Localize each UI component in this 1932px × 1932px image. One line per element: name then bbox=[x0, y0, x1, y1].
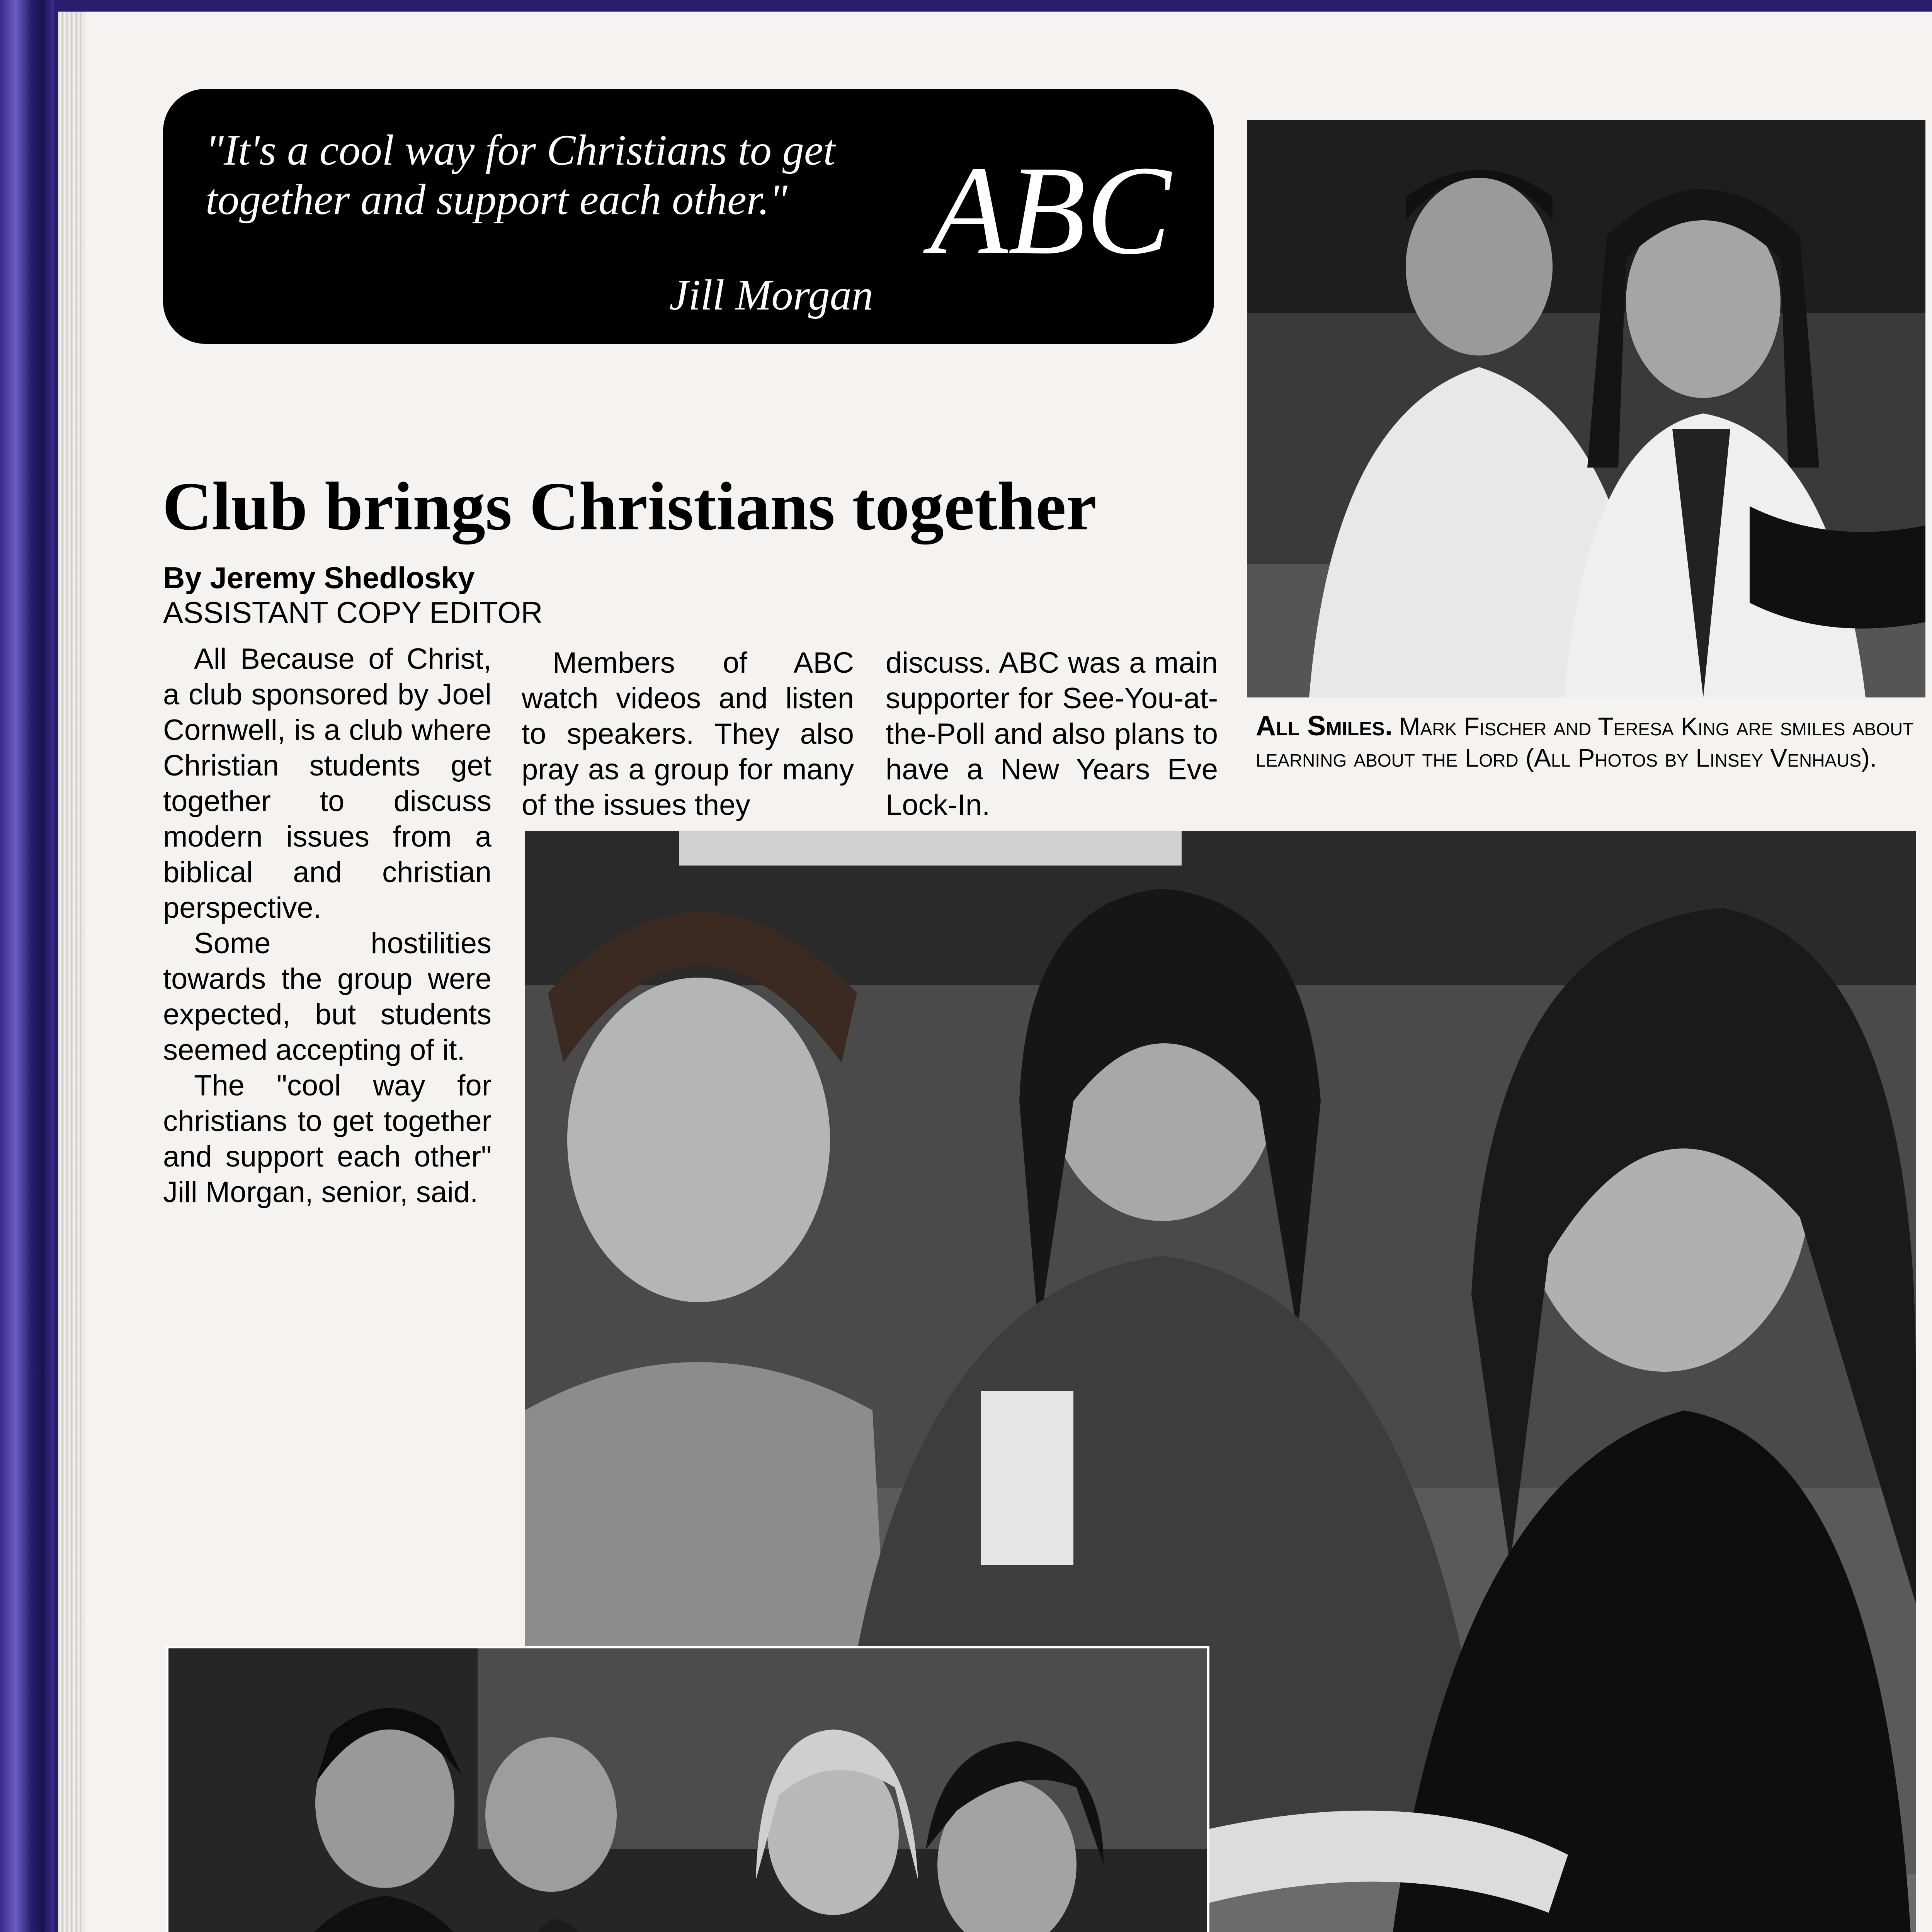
paragraph: Members of ABC watch videos and listen to speakers. They also pray as a group for many of the issues they bbox=[522, 646, 854, 821]
byline: By Jeremy Shedlosky bbox=[163, 561, 475, 595]
paragraph: All Because of Christ, a club sponsored by Joel Cornwell, is a club where Christian students get together to discuss modern issues from a biblical and christian perspective. bbox=[163, 643, 492, 924]
caption-all-smiles bbox=[1256, 711, 1932, 774]
paragraph: Some hostilities towards the group were expected, but students seemed accepting of it. bbox=[163, 927, 492, 1066]
caption-title: All Smiles. bbox=[1256, 711, 1393, 742]
club-logo: ABC bbox=[930, 140, 1171, 281]
article-column-1 bbox=[163, 641, 492, 1210]
quote-attribution: Jill Morgan bbox=[669, 271, 873, 319]
quote-box bbox=[163, 89, 1214, 344]
page-edges bbox=[58, 12, 85, 1932]
photo-no-im-right bbox=[166, 1646, 1209, 1932]
byline-role: ASSISTANT COPY EDITOR bbox=[163, 595, 543, 629]
yearbook-page bbox=[58, 12, 1932, 1932]
article-column-2 bbox=[522, 645, 854, 823]
headline: Club brings Christians together bbox=[162, 468, 1097, 544]
pull-quote: "It's a cool way for Christians to get together and support each other." bbox=[206, 126, 835, 224]
photo-all-smiles bbox=[1247, 120, 1925, 697]
caption-text: Mark Fischer and Teresa King are smiles about learning about the Lord (All Photos by Linsey Venhaus). bbox=[1256, 712, 1914, 772]
paragraph: The "cool way for christians to get together and support each other" Jill Morgan, senior, said. bbox=[163, 1069, 492, 1209]
paragraph: discuss. ABC was a main supporter for See-You-at-the-Poll and also plans to have a New Years Eve Lock-In. bbox=[886, 646, 1218, 821]
article-column-3 bbox=[886, 645, 1218, 823]
book-binding bbox=[0, 0, 54, 1932]
